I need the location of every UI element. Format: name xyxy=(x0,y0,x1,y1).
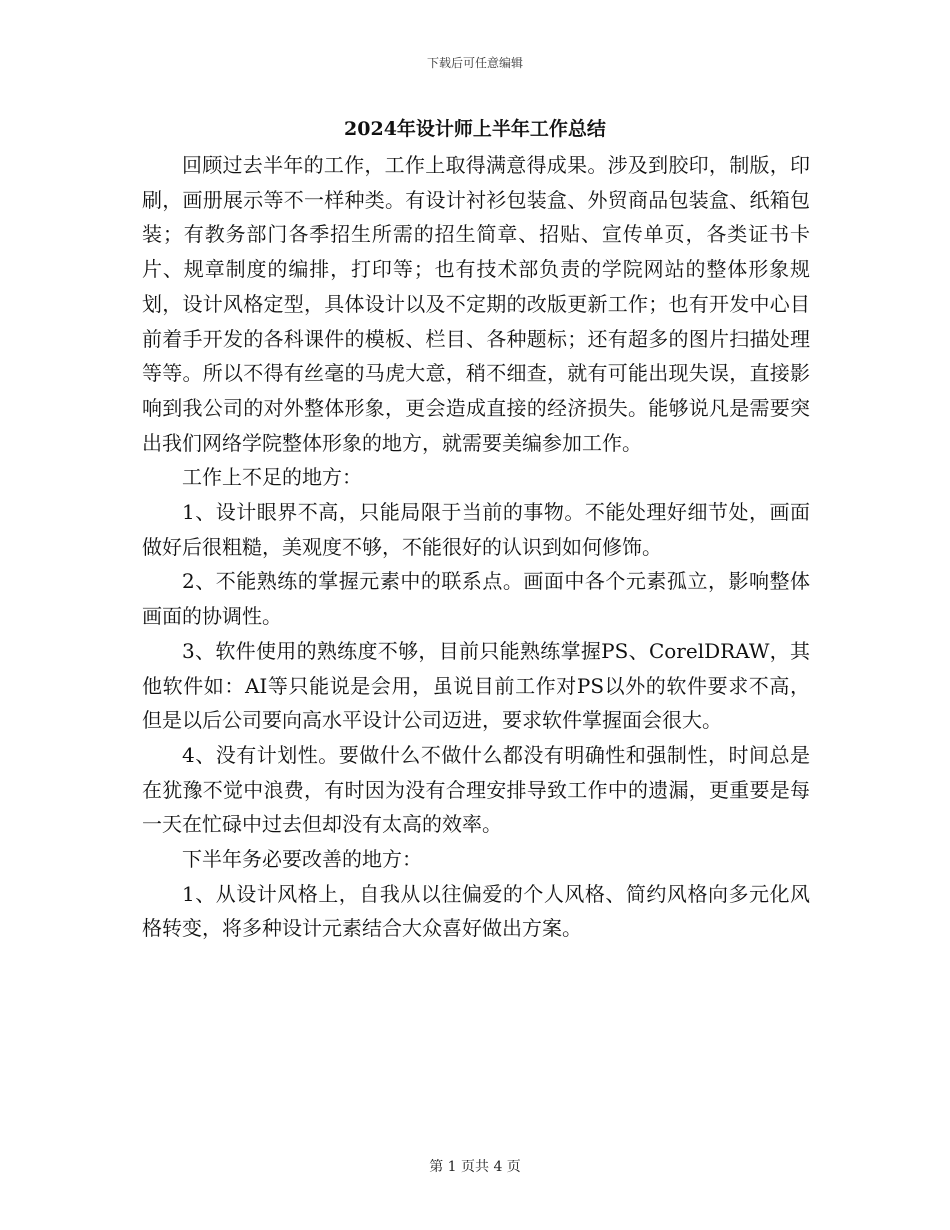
paragraph-shortcoming-2: 2、不能熟练的掌握元素中的联系点。画面中各个元素孤立，影响整体画面的协调性。 xyxy=(142,569,810,629)
document-body xyxy=(142,148,810,946)
paragraph-shortcoming-4: 4、没有计划性。要做什么不做什么都没有明确性和强制性，时间总是在犹豫不觉中浪费，有时因为没有合理安排导致工作中的遗漏，更重要是每一天在忙碌中过去但却没有太高的效率。 xyxy=(142,742,810,837)
paragraph-improvements-heading: 下半年务必要改善的地方： xyxy=(182,847,422,872)
paragraph-review: 回顾过去半年的工作，工作上取得满意得成果。涉及到胶印，制版，印刷，画册展示等不一样种类。有设计衬衫包装盒、外贸商品包装盒、纸箱包装；有教务部门各季招生所需的招生简章、招贴、宣传单页，各类证书卡片、规章制度的编排，打印等；也有技术部负责的学院网站的整体形象规划，设计风格定型，具体设计以及不定期的改版更新工作；也有开发中心目前着手开发的各科课件的模板、栏目、各种题标；还有超多的图片扫描处理等等。所以不得有丝毫的马虎大意，稍不细查，就有可能出现失误，直接影响到我公司的对外整体形象，更会造成直接的经济损失。能够说凡是需要突出我们网络学院整体形象的地方，就需要美编参加工作。 xyxy=(142,153,810,455)
page-header: 下载后可任意编辑 xyxy=(426,56,523,70)
paragraph-shortcomings-heading: 工作上不足的地方： xyxy=(182,465,362,490)
paragraph-shortcoming-1: 1、设计眼界不高，只能局限于当前的事物。不能处理好细节处，画面做好后很粗糙，美观度不够，不能很好的认识到如何修饰。 xyxy=(142,500,810,559)
paragraph-shortcoming-3: 3、软件使用的熟练度不够，目前只能熟练掌握PS、CorelDRAW，其他软件如：AI等只能说是会用，虽说目前工作对PS以外的软件要求不高，但是以后公司要向高水平设计公司迈进，要求软件掌握面会很大。 xyxy=(142,638,810,733)
page-footer: 第 1 页共 4 页 xyxy=(429,1159,521,1175)
paragraph-improvement-1: 1、从设计风格上，自我从以往偏爱的个人风格、简约风格向多元化风格转变，将多种设计元素结合大众喜好做出方案。 xyxy=(142,881,810,941)
document-title: 2024年设计师上半年工作总结 xyxy=(344,118,606,140)
